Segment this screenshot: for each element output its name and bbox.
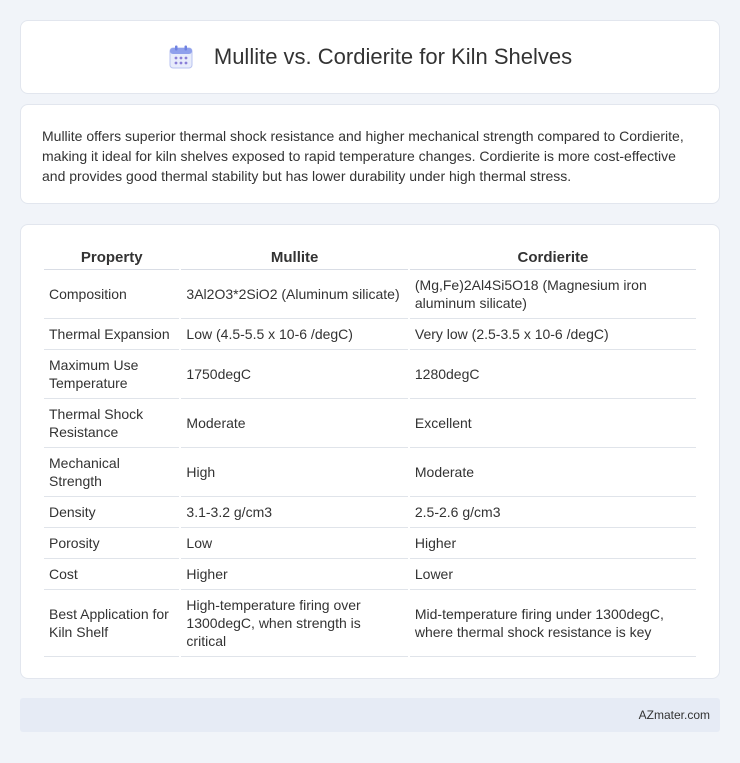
table-row [44,399,696,448]
cordierite-cell: Mid-temperature firing under 1300degC, where thermal shock resistance is key [410,590,696,657]
header-property: Property [44,243,179,270]
property-cell: Porosity [44,528,179,559]
mullite-cell: 3Al2O3*2SiO2 (Aluminum silicate) [181,270,407,319]
mullite-cell: 1750degC [181,350,407,399]
calendar-icon [168,44,194,70]
footer [20,698,720,732]
property-cell: Mechanical Strength [44,448,179,497]
property-cell: Composition [44,270,179,319]
property-cell: Cost [44,559,179,590]
footer-site[interactable]: AZmater.com [638,708,710,722]
cordierite-cell: Higher [410,528,696,559]
cordierite-cell: 2.5-2.6 g/cm3 [410,497,696,528]
mullite-cell: Low [181,528,407,559]
mullite-cell: Higher [181,559,407,590]
property-cell: Thermal Shock Resistance [44,399,179,448]
mullite-cell: High [181,448,407,497]
header-mullite: Mullite [181,243,407,270]
header-cordierite: Cordierite [410,243,696,270]
property-cell: Density [44,497,179,528]
table-row [44,448,696,497]
summary-card [20,104,720,204]
table-row [44,559,696,590]
table-row [44,497,696,528]
summary-text: Mullite offers superior thermal shock resistance and higher mechanical strength compared to Cordierite, making it ideal for kiln shelves exposed to rapid temperature changes. Cordierite is more cost-effective and provides good thermal stability but has lower durability under high thermal stress. [42,128,684,184]
mullite-cell: 3.1-3.2 g/cm3 [181,497,407,528]
property-cell: Best Application for Kiln Shelf [44,590,179,657]
cordierite-cell: (Mg,Fe)2Al4Si5O18 (Magnesium iron aluminum silicate) [410,270,696,319]
property-cell: Maximum Use Temperature [44,350,179,399]
mullite-cell: Low (4.5-5.5 x 10-6 /degC) [181,319,407,350]
comparison-table-card [20,224,720,679]
cordierite-cell: Moderate [410,448,696,497]
cordierite-cell: 1280degC [410,350,696,399]
table-row [44,590,696,657]
property-cell: Thermal Expansion [44,319,179,350]
cordierite-cell: Very low (2.5-3.5 x 10-6 /degC) [410,319,696,350]
cordierite-cell: Lower [410,559,696,590]
mullite-cell: High-temperature firing over 1300degC, when strength is critical [181,590,407,657]
table-row [44,528,696,559]
title-card [20,20,720,94]
table-row [44,319,696,350]
mullite-cell: Moderate [181,399,407,448]
comparison-table [42,243,698,657]
page-title: Mullite vs. Cordierite for Kiln Shelves [213,44,573,69]
table-row [44,350,696,399]
cordierite-cell: Excellent [410,399,696,448]
table-header-row [44,243,696,270]
table-row [44,270,696,319]
